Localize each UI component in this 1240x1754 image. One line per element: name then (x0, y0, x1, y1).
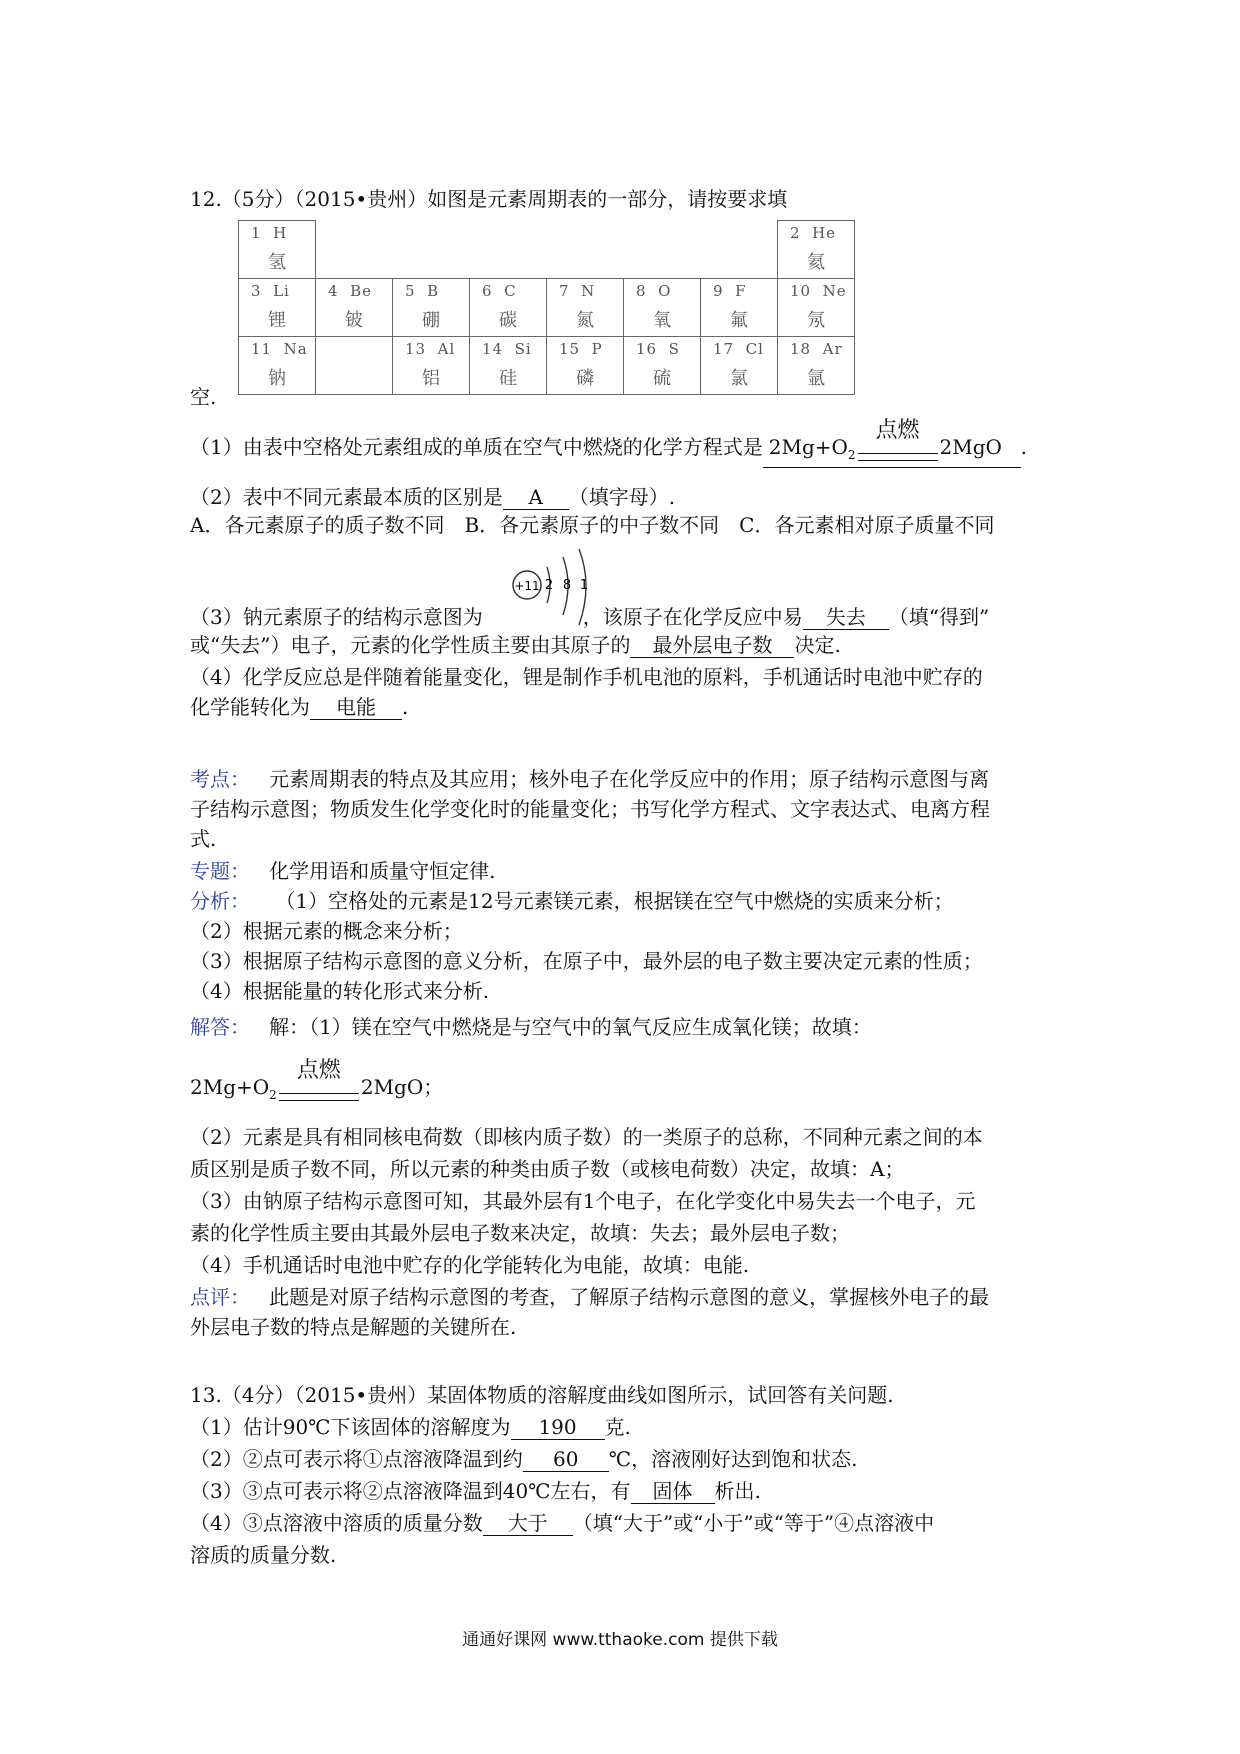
q12-stem: 12.（5分）（2015•贵州）如图是元素周期表的一部分，请按要求填 (190, 187, 788, 211)
periodic-table (238, 220, 855, 395)
element-cell: 2 He 氦 (778, 221, 855, 279)
element-cell: 5 B 硼 (393, 279, 470, 337)
svg-text:1: 1 (579, 578, 589, 593)
q12-p2-answer: A (503, 485, 569, 510)
element-cell: 3 Li 锂 (239, 279, 316, 337)
kaodian: 考点： 元素周期表的特点及其应用；核外电子在化学反应中的作用；原子结构示意图与离 (190, 767, 990, 791)
element-cell: 6 C 碳 (470, 279, 547, 337)
svg-text:8: 8 (562, 578, 572, 593)
element-cell: 14 Si 硅 (470, 337, 547, 395)
element-cell: 18 Ar 氩 (778, 337, 855, 395)
q12-part4-line2: 化学能转化为 电能 . (190, 695, 409, 719)
fenxi-line4: （4）根据能量的转化形式来分析. (190, 979, 490, 1003)
fenxi: 分析： （1）空格处的元素是12号元素镁元素，根据镁在空气中燃烧的实质来分析； (190, 889, 954, 913)
dianping-line2: 外层电子数的特点是解题的关键所在. (190, 1315, 517, 1339)
element-cell: 7 N 氮 (547, 279, 624, 337)
q12-part1: （1）由表中空格处元素组成的单质在空气中燃烧的化学方程式是 $2Mg+O_2$ 点燃 2MgO . (190, 433, 1027, 468)
q13-part1: （1）估计90℃下该固体的溶解度为 190 克. (190, 1415, 631, 1439)
q13-part2: （2）②点可表示将①点溶液降温到约 60 ℃，溶液刚好达到饱和状态. (190, 1447, 858, 1471)
q12-part4: （4）化学反应总是伴随着能量变化，锂是制作手机电池的原料，手机通话时电池中贮存的 (190, 665, 983, 689)
kaodian-line3: 式. (190, 827, 217, 851)
svg-text:2: 2 (544, 578, 554, 593)
q13-part4-line2: 溶质的质量分数. (190, 1543, 337, 1567)
jieda-2a: （2）元素是具有相同核电荷数（即核内质子数）的一类原子的总称，不同种元素之间的本 (190, 1125, 983, 1149)
q13-stem: 13.（4分）（2015•贵州）某固体物质的溶解度曲线如图所示，试回答有关问题. (190, 1383, 894, 1407)
jieda-4: （4）手机通话时电池中贮存的化学能转化为电能，故填：电能. (190, 1253, 750, 1277)
kaodian-line2: 子结构示意图；物质发生化学变化时的能量变化；书写化学方程式、文字表达式、电离方程 (190, 797, 990, 821)
element-cell: 15 P 磷 (547, 337, 624, 395)
q12-part3: （3）钠元素原子的结构示意图为 ，该原子在化学反应中易 失去 （填“得到” (190, 605, 990, 629)
jieda-2b: 质区别是质子数不同，所以元素的种类由质子数（或核电荷数）决定，故填：A； (190, 1157, 905, 1181)
q13-part3: （3）③点可表示将②点溶液降温到40℃左右，有 固体 析出. (190, 1479, 761, 1503)
element-cell: 10 Ne 氖 (778, 279, 855, 337)
element-cell: 8 O 氧 (624, 279, 701, 337)
jieda-3b: 素的化学性质主要由其最外层电子数来决定，故填：失去；最外层电子数； (190, 1221, 850, 1245)
jieda: 解答： 解：（1）镁在空气中燃烧是与空气中的氧气反应生成氧化镁；故填： (190, 1015, 872, 1039)
element-cell: 9 F 氟 (701, 279, 778, 337)
element-cell: 4 Be 铍 (316, 279, 393, 337)
jieda-equation: $2Mg+O_2$ 点燃 2MgO； (190, 1058, 444, 1102)
svg-text:+11: +11 (514, 579, 540, 593)
element-cell: 16 S 硫 (624, 337, 701, 395)
element-cell: 13 Al 铝 (393, 337, 470, 395)
q13-part4: （4）③点溶液中溶质的质量分数 大于 （填“大于”或“小于”或“等于”④点溶液中 (190, 1511, 935, 1535)
q12-options: A．各元素原子的质子数不同 B．各元素原子的中子数不同 C．各元素相对原子质量不同 (190, 513, 995, 537)
footer: 通通好课网 www.tthaoke.com 提供下载 (462, 1630, 778, 1650)
fenxi-line2: （2）根据元素的概念来分析； (190, 919, 463, 943)
q12-part2: （2）表中不同元素最本质的区别是 A （填字母）. (190, 485, 676, 509)
jieda-3a: （3）由钠原子结构示意图可知，其最外层有1个电子，在化学变化中易失去一个电子，元 (190, 1189, 976, 1213)
zhuanti: 专题： 化学用语和质量守恒定律. (190, 859, 496, 883)
element-cell: 1 H 氢 (239, 221, 316, 279)
q12-part3-line2: 或“失去”）电子，元素的化学性质主要由其原子的 最外层电子数 决定. (190, 633, 841, 657)
element-cell-blank (316, 337, 393, 395)
element-cell: 17 Cl 氯 (701, 337, 778, 395)
fenxi-line3: （3）根据原子结构示意图的意义分析，在原子中，最外层的电子数主要决定元素的性质； (190, 949, 983, 973)
q12-stem-end: 空. (190, 385, 217, 409)
element-cell: 11 Na 钠 (239, 337, 316, 395)
dianping: 点评： 此题是对原子结构示意图的考查，了解原子结构示意图的意义，掌握核外电子的最 (190, 1285, 990, 1309)
